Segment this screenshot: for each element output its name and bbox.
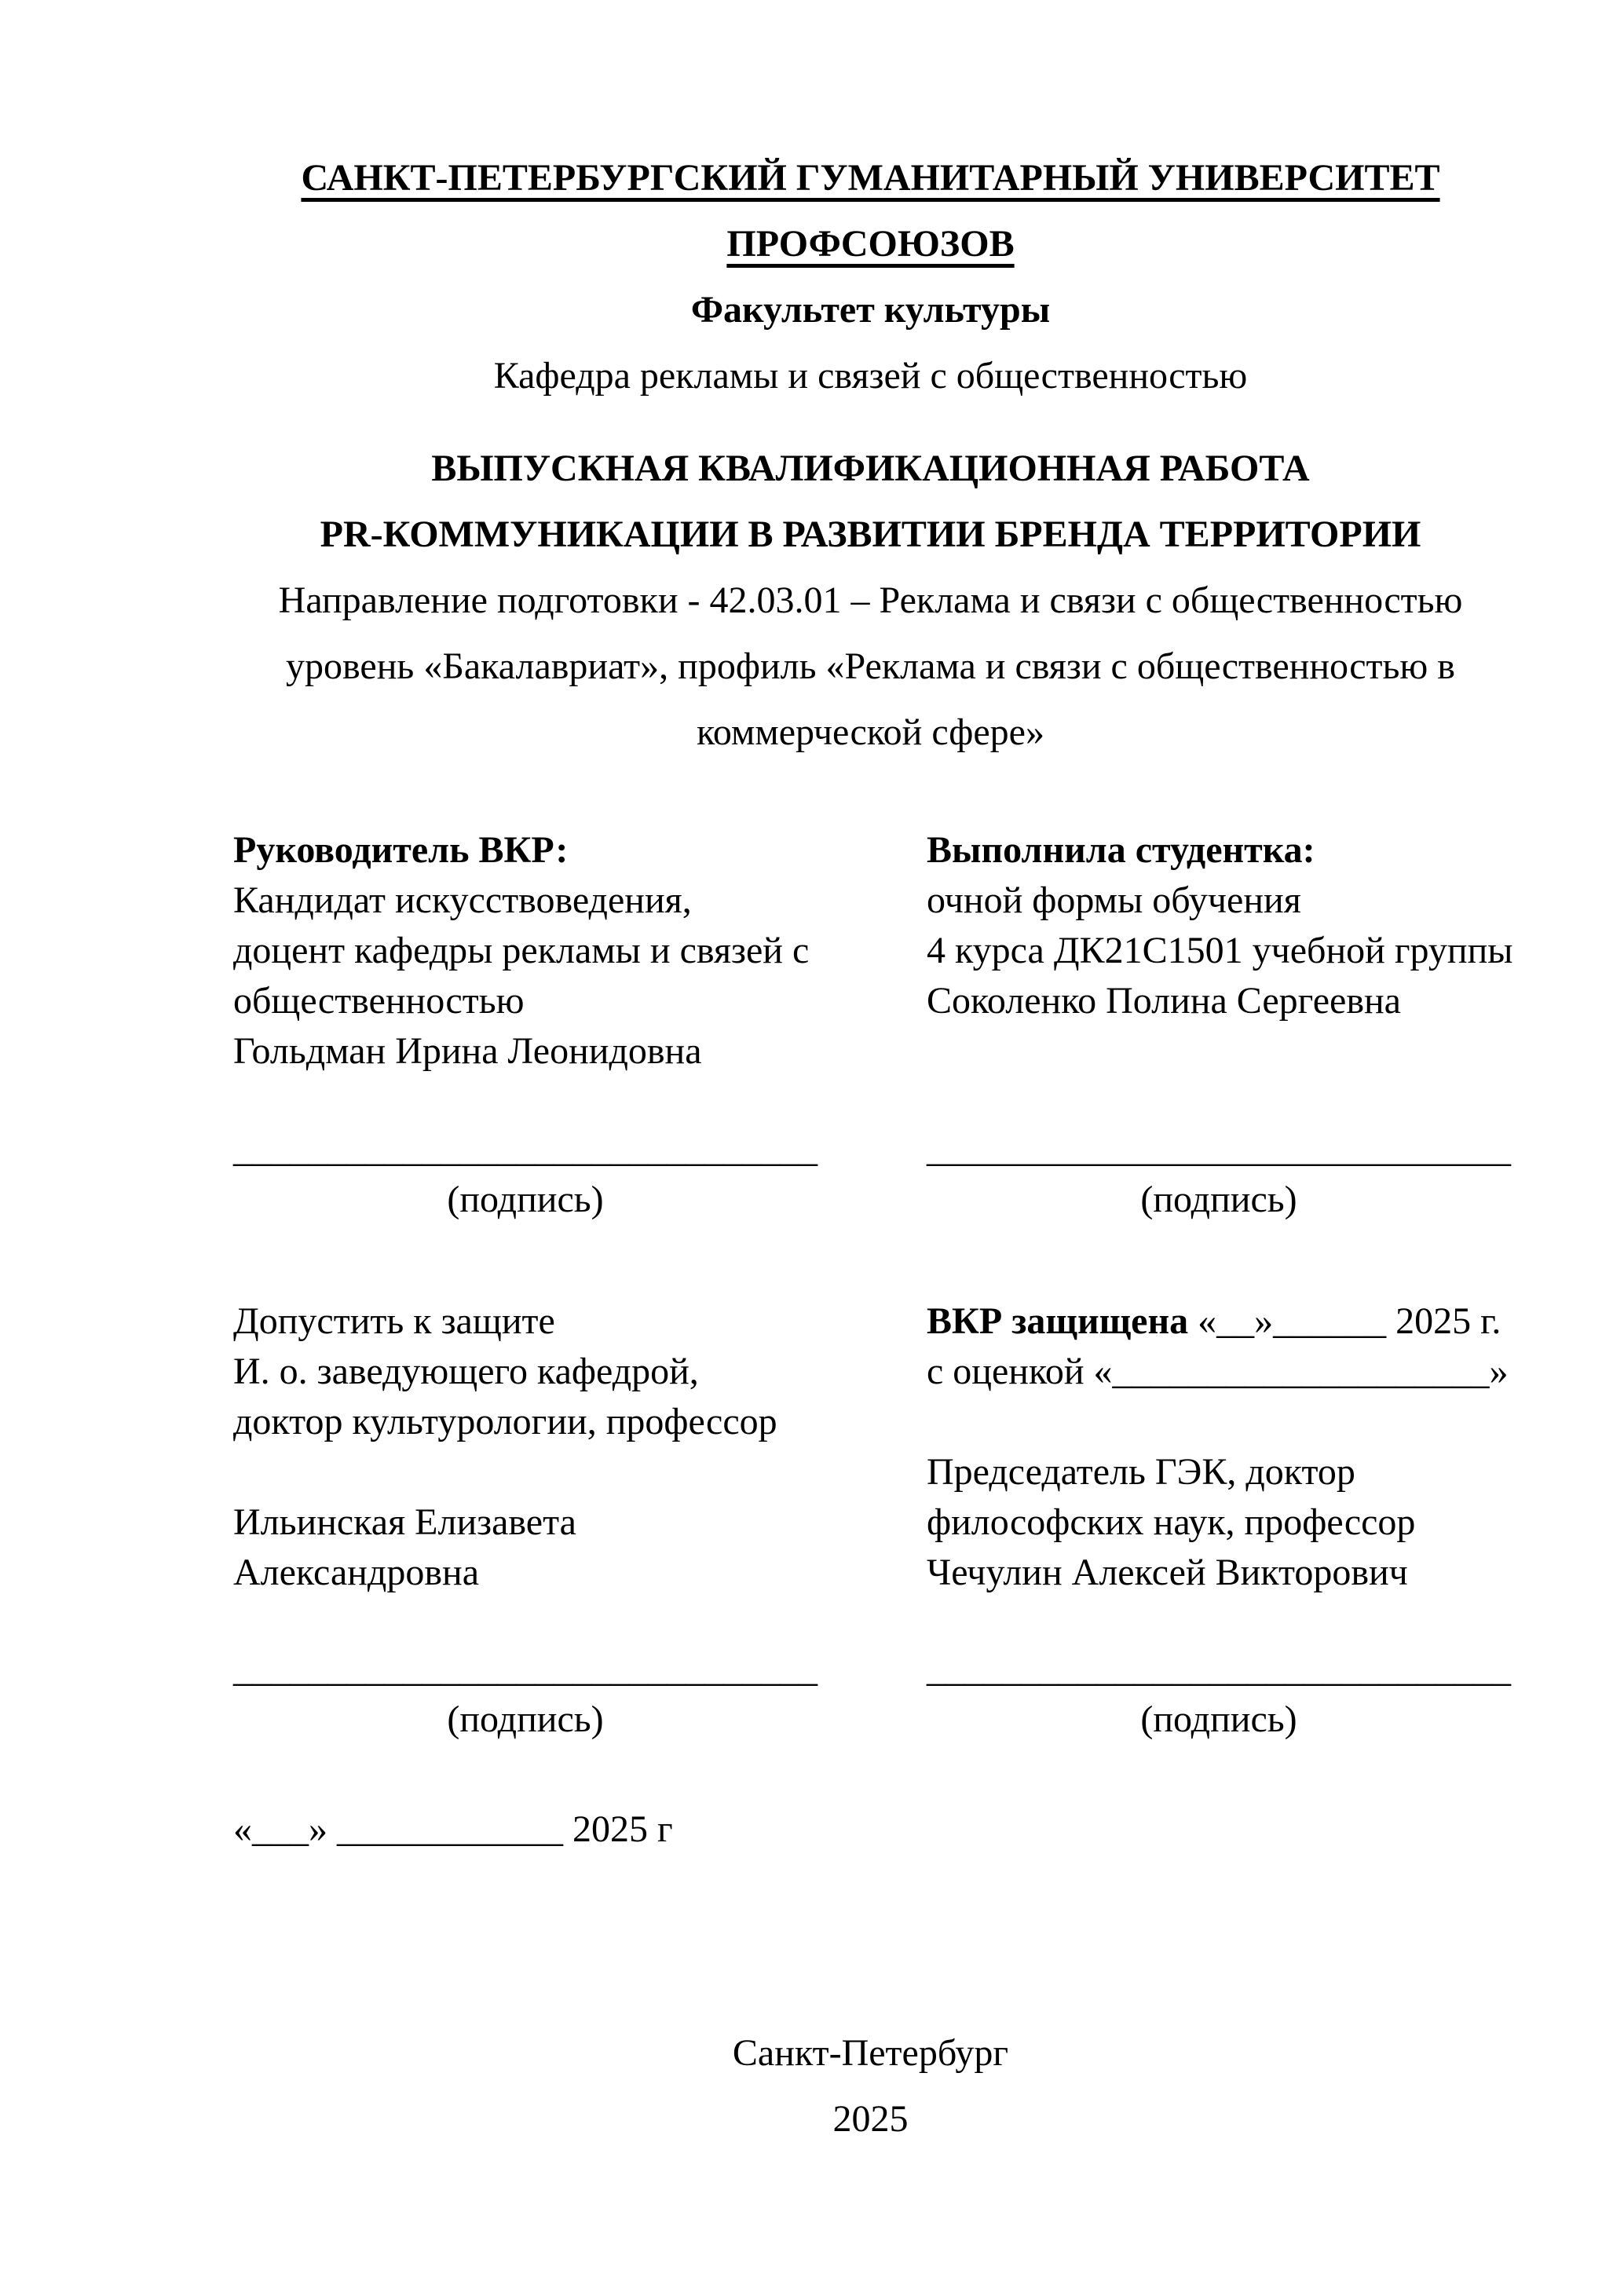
student-column	[927, 825, 1513, 1077]
student-name: Соколенко Полина Сергеевна	[927, 980, 1401, 1022]
admission-line-1: Допустить к защите	[233, 1300, 555, 1342]
student-signature	[927, 1124, 1511, 1225]
supervisor-name: Гольдман Ирина Леонидовна	[233, 1030, 702, 1072]
signature-row-1	[233, 1124, 1511, 1225]
footer-city: Санкт-Петербург	[732, 2032, 1009, 2074]
signature-line: _______________________________	[927, 1128, 1511, 1170]
people-block	[233, 825, 1513, 1077]
admission-line-3: доктор культурологии, профессор	[233, 1401, 777, 1442]
gek-chair-name: Чечулин Алексей Викторович	[927, 1552, 1408, 1593]
supervisor-label: Руководитель ВКР:	[233, 829, 569, 871]
signature-caption: (подпись)	[447, 1698, 604, 1740]
defense-column	[927, 1296, 1508, 1598]
supervisor-line-3: общественностью	[233, 980, 525, 1022]
student-label: Выполнила студентка:	[927, 829, 1315, 871]
grade-blank-line: с оценкой «____________________»	[927, 1351, 1509, 1392]
blank-line	[927, 1397, 1508, 1447]
signature-caption: (подпись)	[447, 1179, 604, 1220]
supervisor-line-1: Кандидат искусствоведения,	[233, 879, 692, 921]
date-blank-line: «___» ____________ 2025 г	[233, 1808, 673, 1850]
supervisor-line-2: доцент кафедры рекламы и связей с	[233, 930, 810, 971]
signature-row-2	[233, 1644, 1511, 1745]
approver-name-line-2: Александровна	[233, 1552, 480, 1593]
footer-year: 2025	[832, 2098, 909, 2140]
gek-chair-signature	[927, 1644, 1511, 1745]
defense-status-line	[927, 1296, 1508, 1347]
approver-signature	[233, 1644, 927, 1745]
department-name: Кафедра рекламы и связей с общественностью	[493, 355, 1248, 397]
work-title-block	[233, 436, 1508, 766]
admission-line-2: И. о. заведующего кафедрой,	[233, 1351, 699, 1392]
supervisor-column	[233, 825, 927, 1077]
signature-line: _______________________________	[927, 1648, 1511, 1690]
approver-name-line-1: Ильинская Елизавета	[233, 1501, 576, 1543]
degree-level-line1: уровень «Бакалавриат», профиль «Реклама и связи с общественностью в	[286, 645, 1455, 687]
gek-chair-line-1: Председатель ГЭК, доктор	[927, 1451, 1355, 1493]
defense-status-label: ВКР защищена	[927, 1300, 1189, 1342]
footer	[233, 2020, 1508, 2152]
university-header	[233, 145, 1508, 409]
signature-line: _______________________________	[233, 1648, 817, 1690]
signature-line: _______________________________	[233, 1128, 817, 1170]
university-name-line1: САНКТ-ПЕТЕРБУРГСКИЙ ГУМАНИТАРНЫЙ УНИВЕРСИТЕТ	[301, 157, 1440, 199]
admission-column	[233, 1296, 927, 1598]
work-title-heading: PR-КОММУНИКАЦИИ В РАЗВИТИИ БРЕНДА ТЕРРИТОРИИ	[320, 514, 1421, 555]
faculty-name: Факультет культуры	[690, 289, 1051, 331]
university-name-line2: ПРОФСОЮЗОВ	[726, 223, 1015, 265]
signature-caption: (подпись)	[1140, 1698, 1297, 1740]
admission-defense-block	[233, 1296, 1508, 1598]
supervisor-signature	[233, 1124, 927, 1225]
student-line-1: очной формы обучения	[927, 879, 1301, 921]
gek-chair-line-2: философских наук, профессор	[927, 1501, 1416, 1543]
degree-level-line2: коммерческой сфере»	[697, 711, 1044, 753]
signature-caption: (подпись)	[1140, 1179, 1297, 1220]
blank-line	[233, 1447, 927, 1497]
defense-date-blank: «__»______ 2025 г.	[1188, 1300, 1501, 1342]
work-type-heading: ВЫПУСКНАЯ КВАЛИФИКАЦИОННАЯ РАБОТА	[431, 448, 1310, 489]
student-line-2: 4 курса ДК21С1501 учебной группы	[927, 930, 1513, 971]
program-direction-line: Направление подготовки - 42.03.01 – Реклама и связи с общественностью	[278, 579, 1463, 621]
